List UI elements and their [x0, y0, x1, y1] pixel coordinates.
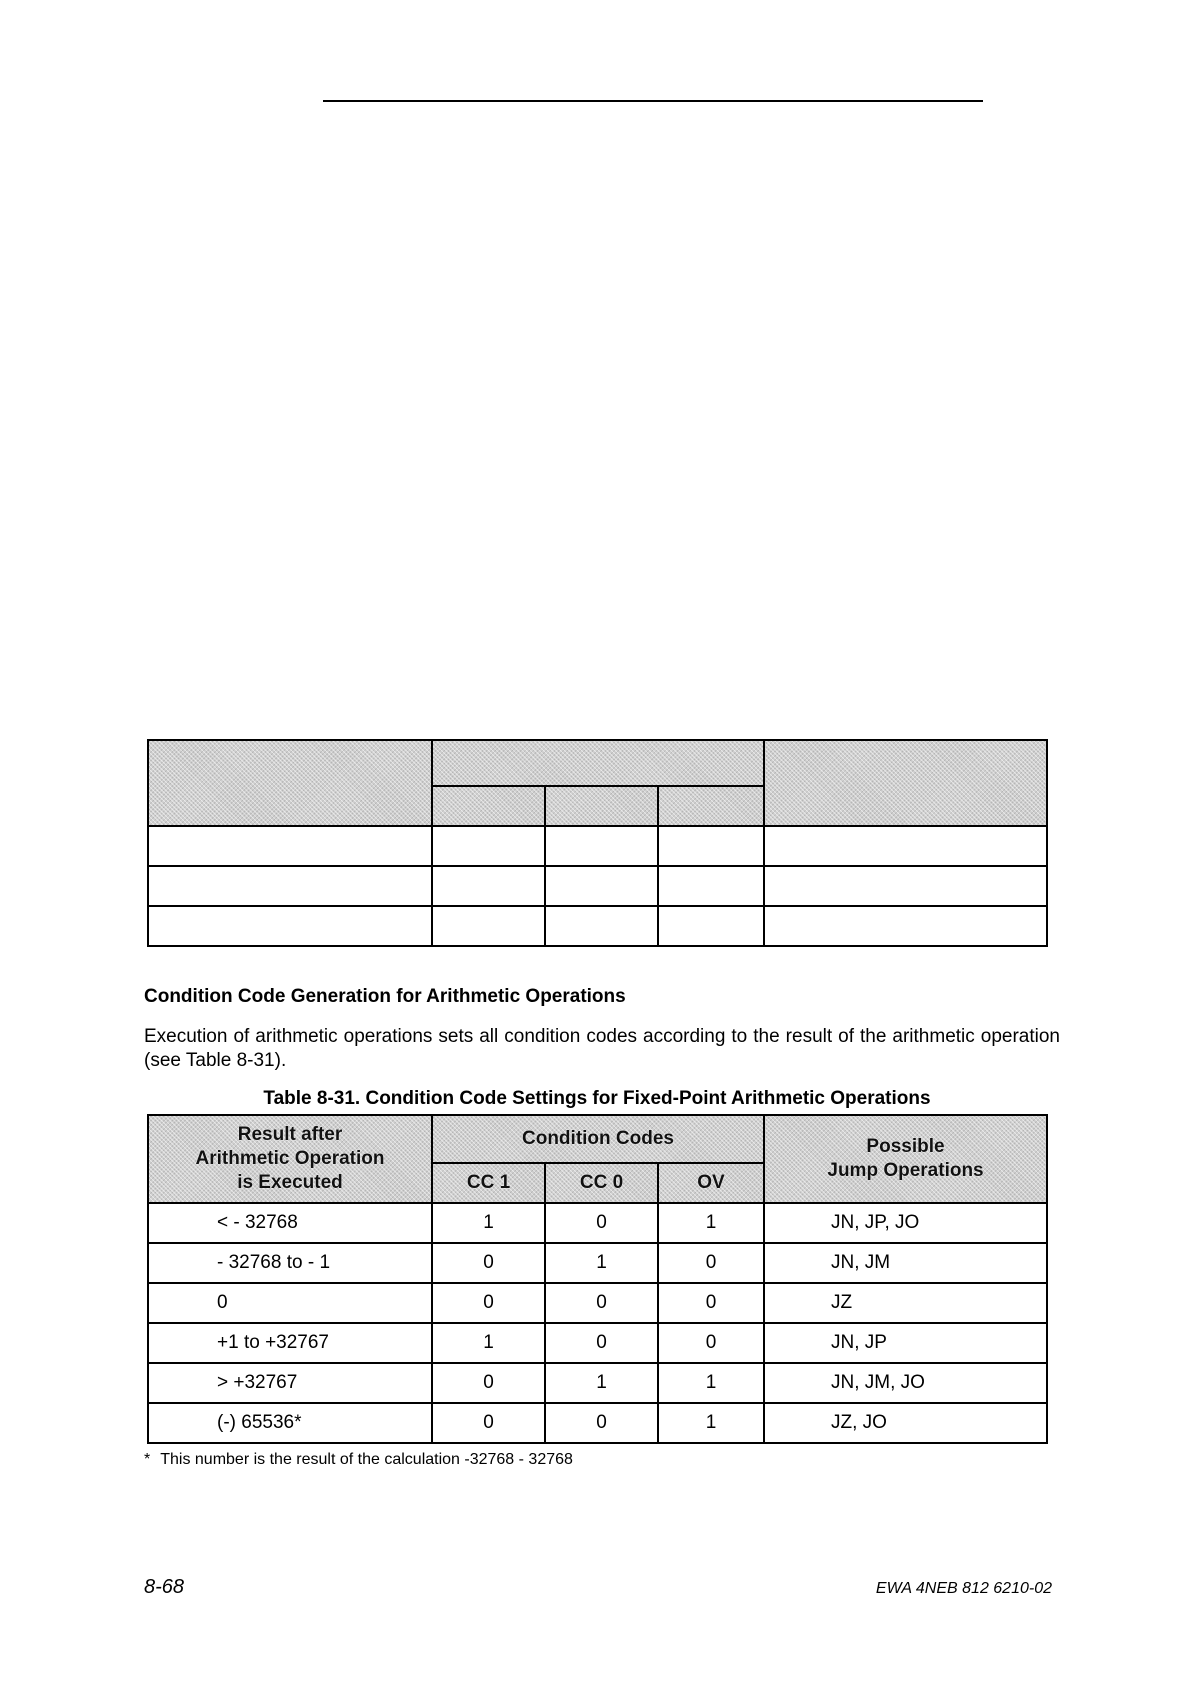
cell-cc1: 1 [432, 1203, 545, 1243]
empty-header-cell [764, 740, 1047, 826]
cell-cc1: 0 [432, 1363, 545, 1403]
empty-row [148, 906, 1047, 946]
header-ov: OV [658, 1163, 764, 1203]
table-row [148, 1403, 1047, 1443]
table-row [148, 1243, 1047, 1283]
cell-cc1: 0 [432, 1243, 545, 1283]
empty-table-fragment [147, 739, 1048, 947]
section-paragraph: Execution of arithmetic operations sets all condition codes according to the result of the arithmetic operation (see Table 8-31). [144, 1026, 1060, 1071]
table-row [148, 1283, 1047, 1323]
table-row [148, 1363, 1047, 1403]
cell-ov: 1 [658, 1203, 764, 1243]
cell-result: 0 [148, 1283, 432, 1323]
cell-cc0: 0 [545, 1403, 658, 1443]
header-result: Result after Arithmetic Operation is Executed [148, 1115, 432, 1203]
cell-ov: 1 [658, 1363, 764, 1403]
table-caption: Table 8-31. Condition Code Settings for Fixed-Point Arithmetic Operations [263, 1088, 931, 1109]
empty-header-cell [432, 786, 545, 826]
cell-jump: JZ, JO [764, 1403, 1047, 1443]
section-heading: Condition Code Generation for Arithmetic Operations [144, 986, 626, 1007]
cell-ov: 1 [658, 1403, 764, 1443]
cell-result: +1 to +32767 [148, 1323, 432, 1363]
header-jump-operations: Possible Jump Operations [764, 1115, 1047, 1203]
footnote [144, 1451, 573, 1469]
header-rule [323, 100, 983, 102]
header-cc1: CC 1 [432, 1163, 545, 1203]
table-row [148, 1323, 1047, 1363]
footnote-marker: * [144, 1451, 151, 1468]
cell-cc1: 0 [432, 1283, 545, 1323]
document-id: EWA 4NEB 812 6210-02 [875, 1580, 1052, 1597]
empty-header-cell [545, 786, 658, 826]
header-condition-codes: Condition Codes [432, 1115, 764, 1163]
cell-jump: JN, JM, JO [764, 1363, 1047, 1403]
cell-ov: 0 [658, 1283, 764, 1323]
cell-result: < - 32768 [148, 1203, 432, 1243]
cell-cc0: 1 [545, 1363, 658, 1403]
cell-result: - 32768 to - 1 [148, 1243, 432, 1283]
cell-jump: JN, JM [764, 1243, 1047, 1283]
cell-cc1: 0 [432, 1403, 545, 1443]
cell-jump: JZ [764, 1283, 1047, 1323]
cell-cc0: 0 [545, 1283, 658, 1323]
cell-ov: 0 [658, 1243, 764, 1283]
empty-header-cell [658, 786, 764, 826]
cell-result: (-) 65536* [148, 1403, 432, 1443]
header-cc0: CC 0 [545, 1163, 658, 1203]
page-number: 8-68 [144, 1576, 185, 1598]
condition-code-table [147, 1114, 1048, 1444]
cell-result: > +32767 [148, 1363, 432, 1403]
cell-cc0: 0 [545, 1323, 658, 1363]
table-row [148, 1203, 1047, 1243]
cell-cc0: 1 [545, 1243, 658, 1283]
footnote-text: This number is the result of the calculation -32768 - 32768 [160, 1451, 573, 1468]
empty-row [148, 866, 1047, 906]
cell-cc1: 1 [432, 1323, 545, 1363]
empty-header-cell [148, 740, 432, 826]
empty-header-cell [432, 740, 764, 786]
cell-cc0: 0 [545, 1203, 658, 1243]
cell-jump: JN, JP [764, 1323, 1047, 1363]
empty-row [148, 826, 1047, 866]
cell-ov: 0 [658, 1323, 764, 1363]
cell-jump: JN, JP, JO [764, 1203, 1047, 1243]
